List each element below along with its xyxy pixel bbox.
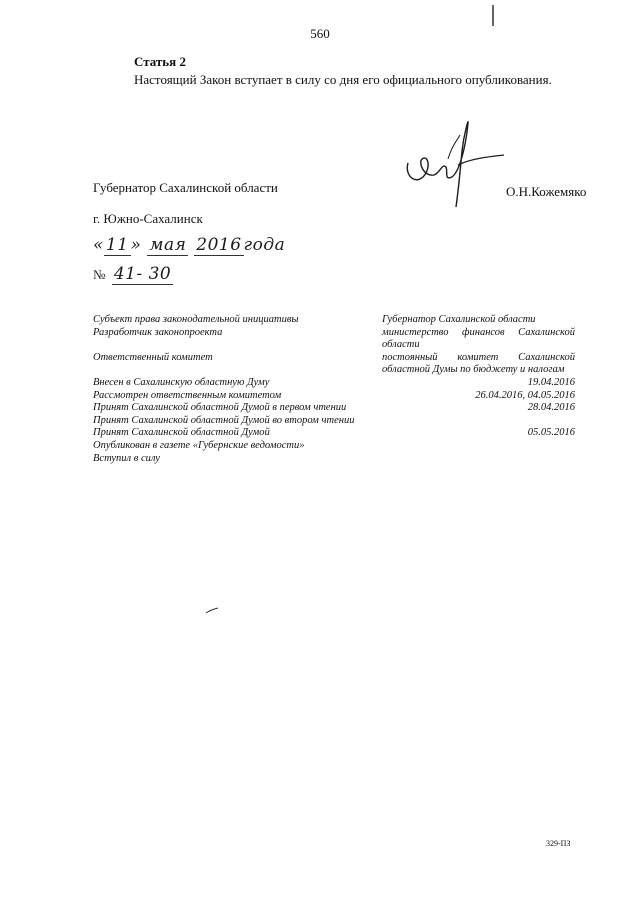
date-year-word: года — [243, 235, 286, 255]
number-value: 41- 30 — [113, 264, 172, 284]
date-year: 2016 — [196, 235, 242, 255]
info-right-date-considered: 26.04.2016, 04.05.2016 — [475, 389, 575, 401]
date-day: 11 — [105, 235, 129, 255]
handwritten-number — [93, 264, 173, 285]
info-right-developer-line1: министерство финансов Сахалинской — [382, 326, 575, 338]
article-title: Статья 2 — [134, 54, 186, 69]
info-left-row: Принят Сахалинской областной Думой — [93, 427, 270, 439]
signer-title: Губернатор Сахалинской области — [93, 180, 278, 195]
city: г. Южно-Сахалинск — [93, 211, 203, 226]
info-left-row: Внесен в Сахалинскую областную Думу — [93, 376, 270, 388]
info-left-row: Вступил в силу — [93, 452, 160, 464]
info-left-row: Опубликован в газете «Губернские ведомости» — [93, 439, 305, 451]
info-left-row — [93, 364, 373, 377]
info-right-date-submitted: 19.04.2016 — [527, 376, 575, 388]
page-number: 560 — [310, 26, 330, 41]
edge-mark — [490, 4, 496, 33]
info-left-row — [93, 339, 373, 352]
info-left-row: Ответственный комитет — [93, 351, 213, 363]
info-left-row: Разработчик законопроекта — [93, 326, 223, 338]
document-code: 329-ПЗ — [546, 839, 571, 848]
info-right-committee-line2: областной Думы по бюджету и налогам — [382, 364, 565, 376]
handwritten-date — [93, 235, 285, 256]
number-prefix: № — [93, 267, 106, 282]
info-left-row: Принят Сахалинской областной Думой в первом чтении — [93, 402, 347, 414]
date-open-quote: « — [93, 235, 104, 255]
info-right-column — [382, 314, 575, 440]
article-body: Настоящий Закон вступает в силу со дня его официального опубликования. — [134, 72, 552, 87]
info-right-date-adopted: 28.04.2016 — [527, 402, 575, 414]
info-left-row: Субъект права законодательной инициативы — [93, 314, 299, 325]
signer-name: О.Н.Кожемяко — [506, 184, 587, 199]
info-right-spacer — [382, 415, 575, 428]
stray-pen-mark — [205, 602, 219, 620]
date-month: мая — [149, 235, 187, 255]
info-right-subject: Губернатор Сахалинской области — [382, 314, 536, 325]
info-right-developer-line2: области — [382, 339, 420, 351]
info-left-column — [93, 314, 373, 465]
info-right-date-published: 05.05.2016 — [527, 427, 575, 439]
info-left-row: Принят Сахалинской областной Думой во втором чтении — [93, 414, 355, 426]
date-close-quote: » — [130, 235, 142, 255]
signature-icon — [400, 115, 510, 215]
info-left-row: Рассмотрен ответственным комитетом — [93, 389, 282, 401]
info-right-committee-line1: постоянный комитет Сахалинской — [382, 351, 575, 363]
